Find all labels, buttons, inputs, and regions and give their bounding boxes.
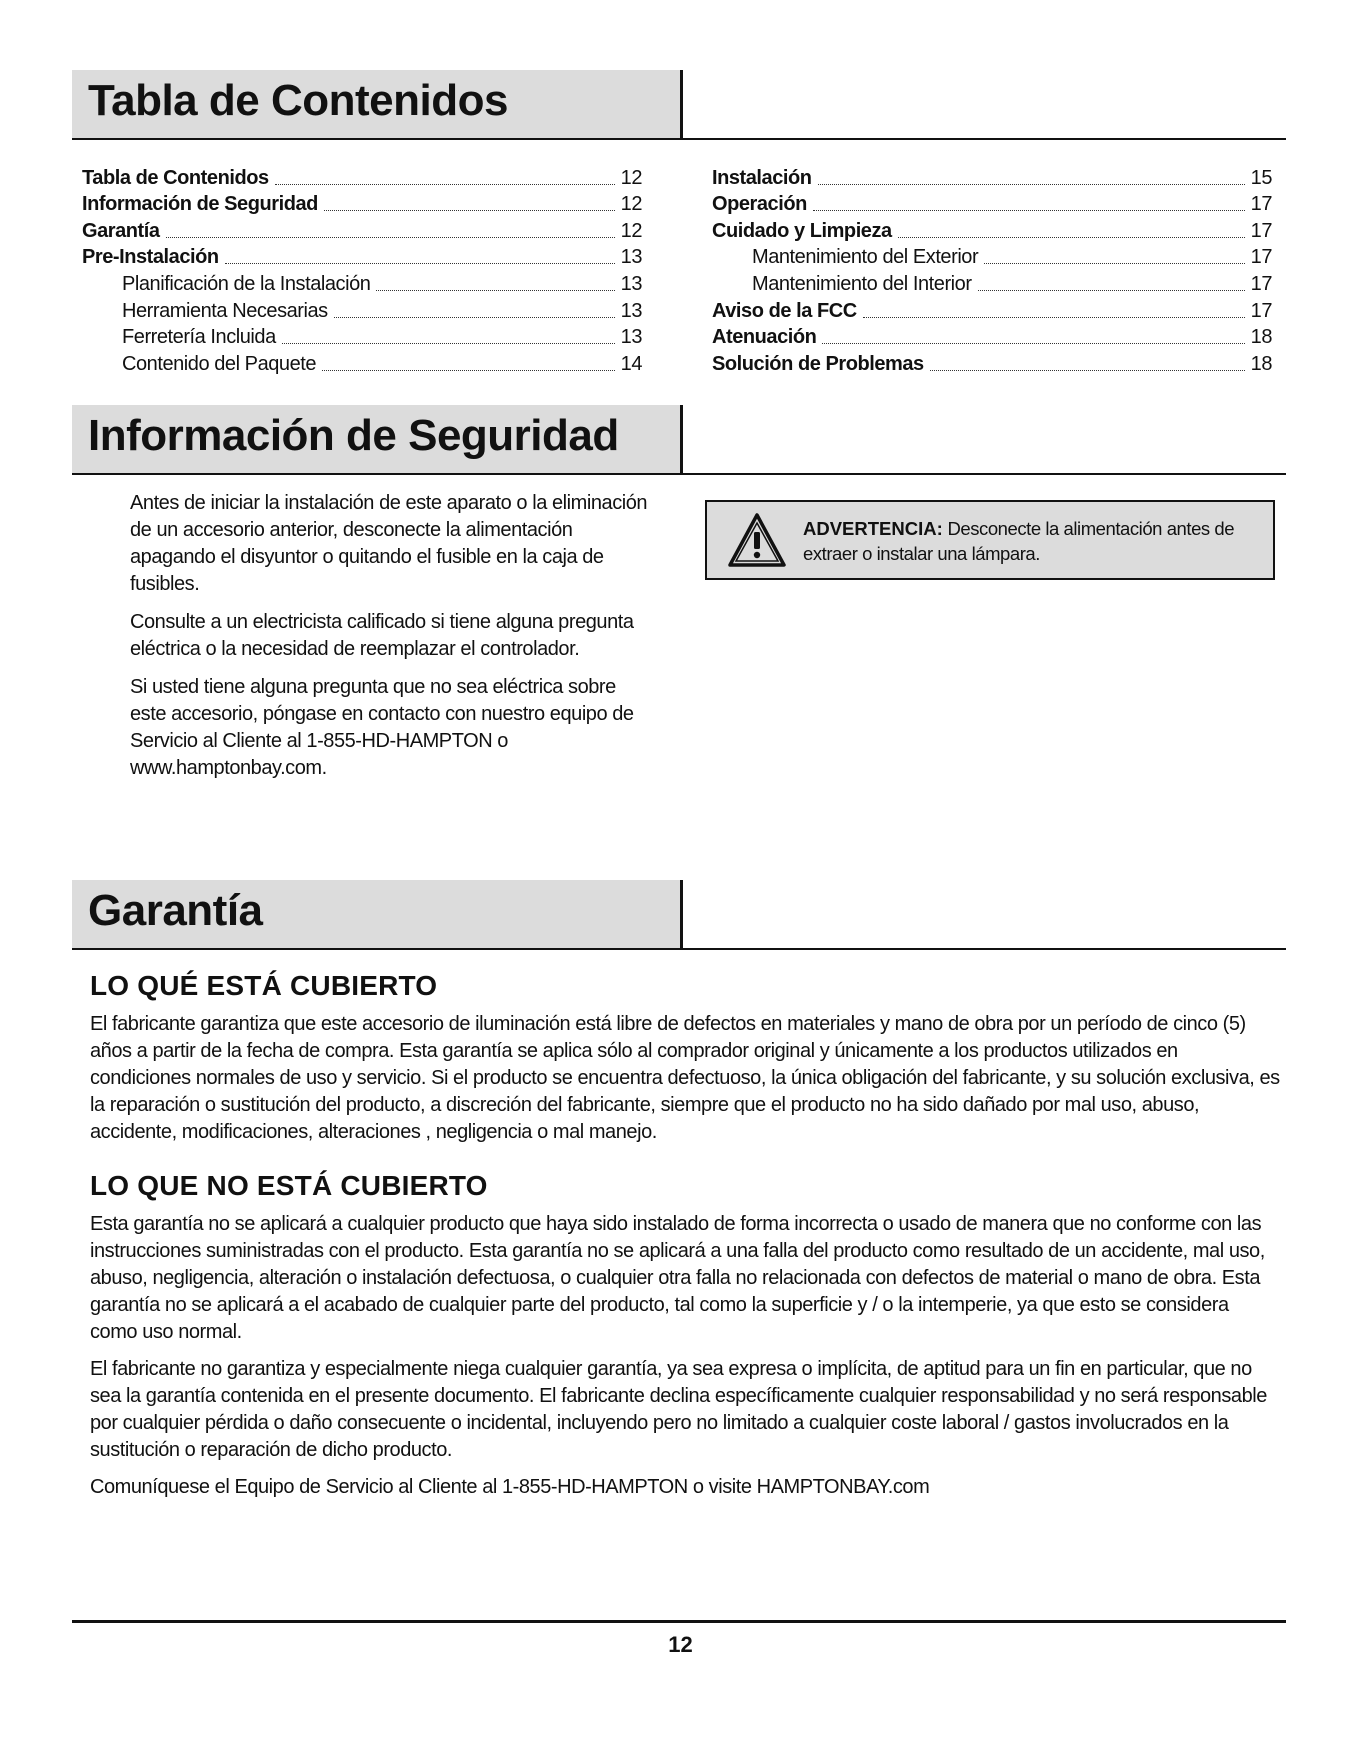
covered-text bbox=[90, 1011, 1280, 1156]
safety-text bbox=[130, 490, 650, 793]
toc-entry bbox=[82, 243, 642, 270]
toc-entry bbox=[712, 349, 1272, 376]
toc-entry-page: 13 bbox=[620, 326, 642, 349]
toc-entry-label: Solución de Problemas bbox=[712, 352, 924, 375]
toc-entry-page: 13 bbox=[620, 299, 642, 322]
toc-entry-page: 15 bbox=[1250, 166, 1272, 189]
toc-leader-dots bbox=[166, 237, 615, 238]
toc-title: Tabla de Contenidos bbox=[88, 76, 508, 125]
toc-entry bbox=[82, 349, 642, 376]
toc-leader-dots bbox=[898, 237, 1245, 238]
covered-paragraph: El fabricante garantiza que este accesorio de iluminación está libre de defectos en materiales y mano de obra por un período de cinco (5) años a partir de la fecha de compra. Esta garantía se aplica sólo al comprador original y únicamente a los productos utilizados en condiciones normales de uso y servicio. Si el producto se encuentra defectuoso, la única obligación del fabricante, y su solución exclusiva, es la reparación o sustitución del producto, a discreción del fabricante, siempre que el producto no ha sido dañado por mal uso, abuso, accidente, modificaciones, alteraciones , negligencia o mal manejo. bbox=[90, 1013, 1280, 1143]
toc-entry-label: Mantenimiento del Exterior bbox=[752, 246, 979, 269]
header-rule bbox=[72, 473, 1286, 475]
toc-entry-label: Instalación bbox=[712, 166, 812, 189]
toc-leader-dots bbox=[225, 263, 615, 264]
toc-entry-page: 12 bbox=[620, 193, 642, 216]
safety-paragraph: Antes de iniciar la instalación de este aparato o la eliminación de un accesorio anterior, desconecte la alimentación apagando el disyuntor o quitando el fusible en la caja de fusibles. bbox=[130, 492, 648, 595]
toc-entry-page: 12 bbox=[620, 219, 642, 242]
toc-entry bbox=[82, 323, 642, 350]
covered-heading: LO QUÉ ESTÁ CUBIERTO bbox=[90, 970, 438, 1001]
toc-entry bbox=[712, 269, 1272, 296]
warning-text bbox=[803, 516, 1263, 566]
not-covered-heading: LO QUE NO ESTÁ CUBIERTO bbox=[90, 1170, 488, 1201]
toc-entry-page: 18 bbox=[1250, 352, 1272, 375]
toc-entry-label: Atenuación bbox=[712, 326, 817, 349]
toc-entry bbox=[712, 296, 1272, 323]
toc-leader-dots bbox=[376, 290, 615, 291]
safety-paragraph: Si usted tiene alguna pregunta que no sea eléctrica sobre este accesorio, póngase en contacto con nuestro equipo de Servicio al Cliente al 1-855-HD-HAMPTON o www.hamptonbay.com. bbox=[130, 676, 634, 779]
toc-entry-page: 18 bbox=[1250, 326, 1272, 349]
toc-entry-label: Garantía bbox=[82, 219, 160, 242]
toc-entry-page: 13 bbox=[620, 272, 642, 295]
toc-entry-page: 17 bbox=[1250, 193, 1272, 216]
toc-entry-page: 12 bbox=[620, 166, 642, 189]
toc-leader-dots bbox=[863, 317, 1245, 318]
toc-leader-dots bbox=[334, 317, 615, 318]
toc-left-column bbox=[82, 163, 642, 376]
safety-title: Información de Seguridad bbox=[88, 411, 619, 460]
toc-entry bbox=[82, 269, 642, 296]
toc-entry bbox=[82, 296, 642, 323]
toc-entry-page: 14 bbox=[620, 352, 642, 375]
toc-entry bbox=[712, 243, 1272, 270]
toc-leader-dots bbox=[275, 184, 615, 185]
toc-entry bbox=[712, 323, 1272, 350]
header-rule bbox=[72, 138, 1286, 140]
toc-entry bbox=[712, 163, 1272, 190]
toc-entry-label: Pre-Instalación bbox=[82, 246, 219, 269]
not-covered-text bbox=[90, 1211, 1280, 1511]
toc-leader-dots bbox=[978, 290, 1245, 291]
toc-right-column bbox=[712, 163, 1272, 376]
toc-entry bbox=[712, 216, 1272, 243]
header-rule bbox=[72, 948, 1286, 950]
toc-entry-label: Cuidado y Limpieza bbox=[712, 219, 892, 242]
toc-entry-page: 13 bbox=[620, 246, 642, 269]
footer-rule bbox=[72, 1620, 1286, 1623]
toc-leader-dots bbox=[282, 343, 615, 344]
toc-leader-dots bbox=[930, 370, 1245, 371]
not-covered-paragraph: El fabricante no garantiza y especialmente niega cualquier garantía, ya sea expresa o implícita, de aptitud para un fin en particular, que no sea la garantía contenida en el presente documento. El fabricante declina específicamente cualquier responsabilidad y no será responsable por cualquier pérdida o daño consecuente o incidental, incluyendo pero no limitado a cualquier coste laboral / gastos involucrados en la sustitución o reparación de dicho producto. bbox=[90, 1358, 1267, 1461]
toc-entry-label: Ferretería Incluida bbox=[122, 326, 276, 349]
toc-entry-label: Planificación de la Instalación bbox=[122, 272, 371, 295]
toc-leader-dots bbox=[322, 370, 615, 371]
toc-entry-label: Tabla de Contenidos bbox=[82, 166, 269, 189]
toc-entry-label: Información de Seguridad bbox=[82, 193, 318, 216]
warranty-section-header bbox=[72, 880, 1286, 950]
toc-entry-page: 17 bbox=[1250, 246, 1272, 269]
toc-entry bbox=[82, 163, 642, 190]
contact-line: Comuníquese el Equipo de Servicio al Cliente al 1-855-HD-HAMPTON o visite HAMPTONBAY.com bbox=[90, 1476, 930, 1498]
safety-paragraph: Consulte a un electricista calificado si tiene alguna pregunta eléctrica o la necesidad de reemplazar el controlador. bbox=[130, 611, 634, 660]
toc-entry-label: Operación bbox=[712, 193, 807, 216]
toc-entry-label: Herramienta Necesarias bbox=[122, 299, 328, 322]
toc-section-header bbox=[72, 70, 1286, 140]
toc-entry-page: 17 bbox=[1250, 219, 1272, 242]
toc-entry-label: Aviso de la FCC bbox=[712, 299, 857, 322]
toc-entry-page: 17 bbox=[1250, 272, 1272, 295]
safety-section-header bbox=[72, 405, 1286, 475]
page-number: 12 bbox=[668, 1632, 693, 1657]
toc-entry-page: 17 bbox=[1250, 299, 1272, 322]
toc-leader-dots bbox=[324, 210, 615, 211]
toc-entry bbox=[712, 190, 1272, 217]
not-covered-paragraph: Esta garantía no se aplicará a cualquier producto que haya sido instalado de forma incorrecta o usado de manera que no conforme con las instrucciones suministradas con el producto. Esta garantía no se aplicará a una falla del producto como resultado de un accidente, mal uso, abuso, negligencia, alteración o instalación defectuosa, o cualquier otra falla no relacionada con defectos de material o mano de obra. Esta garantía no se aplicará a el acabado de cualquier parte del producto, tal como la superficie y / o la intemperie, ya que esto se considera como uso normal. bbox=[90, 1213, 1265, 1343]
toc-entry bbox=[82, 216, 642, 243]
toc-leader-dots bbox=[984, 263, 1245, 264]
warning-label: ADVERTENCIA: bbox=[803, 518, 943, 539]
warning-box bbox=[705, 500, 1275, 580]
toc-leader-dots bbox=[818, 184, 1245, 185]
toc-leader-dots bbox=[813, 210, 1245, 211]
toc-entry-label: Mantenimiento del Interior bbox=[752, 272, 972, 295]
toc-leader-dots bbox=[822, 343, 1245, 344]
warning-message: Desconecte la alimentación antes de extraer o instalar una lámpara. bbox=[803, 518, 1235, 564]
warranty-title: Garantía bbox=[88, 886, 263, 935]
warning-triangle-icon bbox=[727, 512, 787, 568]
toc-entry bbox=[82, 190, 642, 217]
toc-entry-label: Contenido del Paquete bbox=[122, 352, 317, 375]
